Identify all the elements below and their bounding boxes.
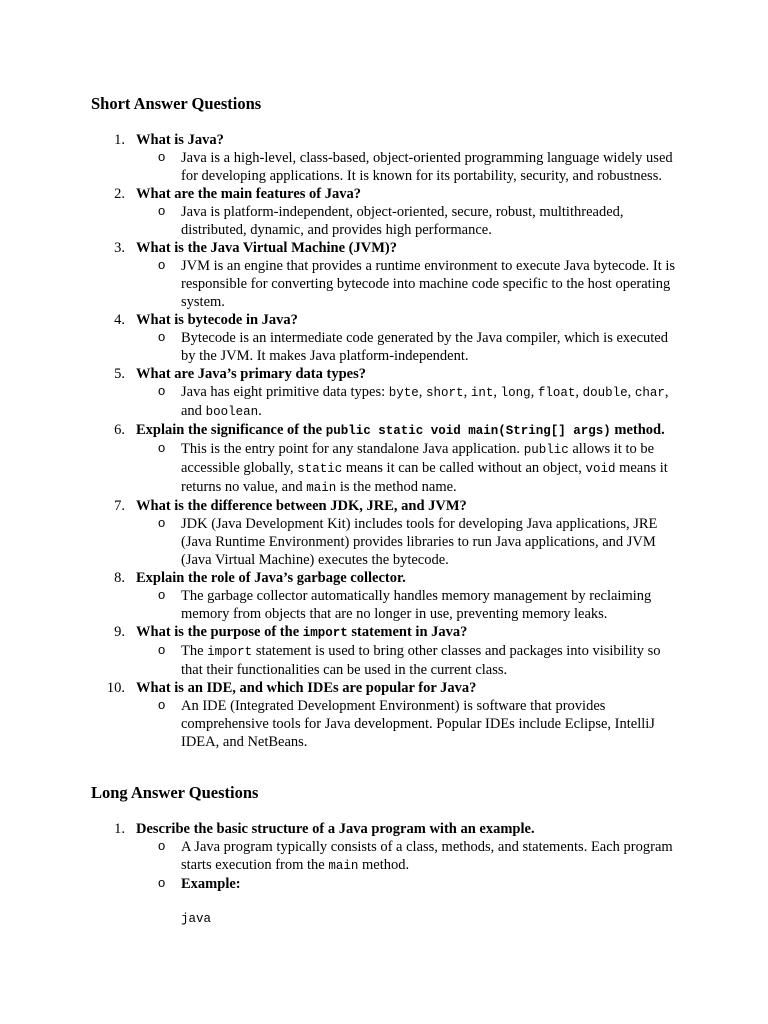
short-answer-list: [0, 131, 686, 751]
short-question-3: [0, 239, 686, 311]
answer-text: o The import statement is used to bring other classes and packages into visibility so that their functionalities can be used in the current class.: [158, 642, 661, 678]
short-question-9: [0, 623, 686, 679]
inline-code: byte: [388, 386, 419, 400]
question-text: What is bytecode in Java?: [136, 312, 298, 328]
code-block: java: [181, 912, 212, 926]
answer-list: [136, 329, 686, 365]
question-text: What is the purpose of the import statement in Java?: [136, 624, 468, 640]
question-number: 2.: [114, 186, 125, 202]
short-question-1: [0, 131, 686, 185]
inline-code: long: [500, 386, 531, 400]
question-number: 1.: [114, 821, 125, 837]
bullet-icon: o: [158, 875, 166, 890]
bullet-icon: o: [158, 383, 166, 398]
answer-text: o Bytecode is an intermediate code generated by the Java compiler, which is executed by the JVM. It makes Java platform-independent.: [158, 329, 668, 364]
answer-list: [136, 203, 686, 239]
inline-code: double: [582, 386, 628, 400]
short-question-8: [0, 569, 686, 623]
short-question-5: [0, 365, 686, 421]
question-number: 6.: [114, 422, 125, 438]
answer-text: o An IDE (Integrated Development Environment) is software that provides comprehensive tools for Java development. Popular IDEs include Eclipse, IntelliJ IDEA, and NetBeans.: [158, 697, 655, 750]
bullet-icon: o: [158, 149, 166, 164]
answer-list: [136, 149, 686, 185]
answer-list: [136, 642, 686, 679]
answer-list: [136, 697, 686, 751]
question-number: 9.: [114, 624, 125, 640]
bullet-icon: o: [158, 203, 166, 218]
answer-list: [136, 440, 686, 497]
question-number: 4.: [114, 312, 125, 328]
inline-code: boolean: [205, 405, 259, 419]
example-label: Example:: [181, 876, 241, 892]
inline-code: public: [523, 443, 569, 457]
question-number: 1.: [114, 132, 125, 148]
short-question-4: [0, 311, 686, 365]
inline-code: static: [297, 462, 343, 476]
bullet-icon: o: [158, 587, 166, 602]
inline-code: public static void main(String[] args): [325, 424, 611, 438]
short-question-6: [0, 421, 686, 497]
inline-code: char: [634, 386, 665, 400]
answer-list: [136, 587, 686, 623]
answer-list: [136, 515, 686, 569]
bullet-icon: o: [158, 515, 166, 530]
question-text: Explain the role of Java’s garbage collector.: [136, 570, 406, 586]
inline-code: int: [470, 386, 494, 400]
long-question-1: [0, 820, 686, 928]
question-text: What are Java’s primary data types?: [136, 366, 366, 382]
answer-text: o The garbage collector automatically handles memory management by reclaiming memory from objects that are no longer in use, preventing memory leaks.: [158, 587, 652, 622]
question-text: What are the main features of Java?: [136, 186, 361, 202]
inline-code: import: [207, 645, 253, 659]
inline-code: import: [302, 626, 348, 640]
short-question-2: [0, 185, 686, 239]
question-text: Explain the significance of the public static void main(String[] args) method.: [136, 422, 665, 438]
bullet-icon: o: [158, 838, 166, 853]
question-number: 10.: [106, 680, 125, 696]
answer-text: o Java is platform-independent, object-oriented, secure, robust, multithreaded, distributed, dynamic, and provides high performance.: [158, 203, 624, 238]
question-number: 7.: [114, 498, 125, 514]
long-answer-heading: Long Answer Questions: [91, 783, 259, 802]
question-number: 5.: [114, 366, 125, 382]
question-text: What is Java?: [136, 132, 224, 148]
inline-code: main: [328, 859, 359, 873]
bullet-icon: o: [158, 329, 166, 344]
question-text: What is the difference between JDK, JRE, and JVM?: [136, 498, 467, 514]
answer-text: o This is the entry point for any standalone Java application. public allows it to be accessible globally, static means it can be called without an object, void means it returns no value, and main is the method name.: [158, 440, 668, 495]
answer-text: o Java is a high-level, class-based, object-oriented programming language widely used for developing applications. It is known for its portability, security, and robustness.: [158, 149, 673, 184]
question-number: 3.: [114, 240, 125, 256]
answer-text: o JDK (Java Development Kit) includes tools for developing Java applications, JRE (Java Runtime Environment) provides libraries to run Java applications, and JVM (Java Virtual Machine) executes the bytecode.: [158, 515, 658, 568]
question-text: Describe the basic structure of a Java program with an example.: [136, 821, 535, 837]
answer-list: [136, 838, 686, 928]
bullet-icon: o: [158, 257, 166, 272]
inline-code: short: [426, 386, 464, 400]
bullet-icon: o: [158, 440, 166, 455]
answer-text: o A Java program typically consists of a class, methods, and statements. Each program starts execution from the main method.: [158, 838, 673, 873]
answer-list: [136, 383, 686, 421]
short-answer-heading: Short Answer Questions: [91, 94, 262, 113]
question-number: 8.: [114, 570, 125, 586]
inline-code: void: [585, 462, 616, 476]
question-text: What is an IDE, and which IDEs are popular for Java?: [136, 680, 477, 696]
short-question-10: [0, 679, 686, 751]
inline-code: main: [306, 481, 337, 495]
question-text: What is the Java Virtual Machine (JVM)?: [136, 240, 397, 256]
bullet-icon: o: [158, 642, 166, 657]
answer-list: [136, 257, 686, 311]
example-item: [136, 875, 681, 893]
inline-code: float: [537, 386, 576, 400]
bullet-icon: o: [158, 697, 166, 712]
answer-text: o JVM is an engine that provides a runtime environment to execute Java bytecode. It is responsible for converting bytecode into machine code specific to the host operating system.: [158, 257, 676, 310]
short-question-7: [0, 497, 686, 569]
long-answer-list: [0, 820, 686, 928]
answer-text: o Java has eight primitive data types: byte, short, int, long, float, double, char, and boolean.: [158, 383, 669, 419]
